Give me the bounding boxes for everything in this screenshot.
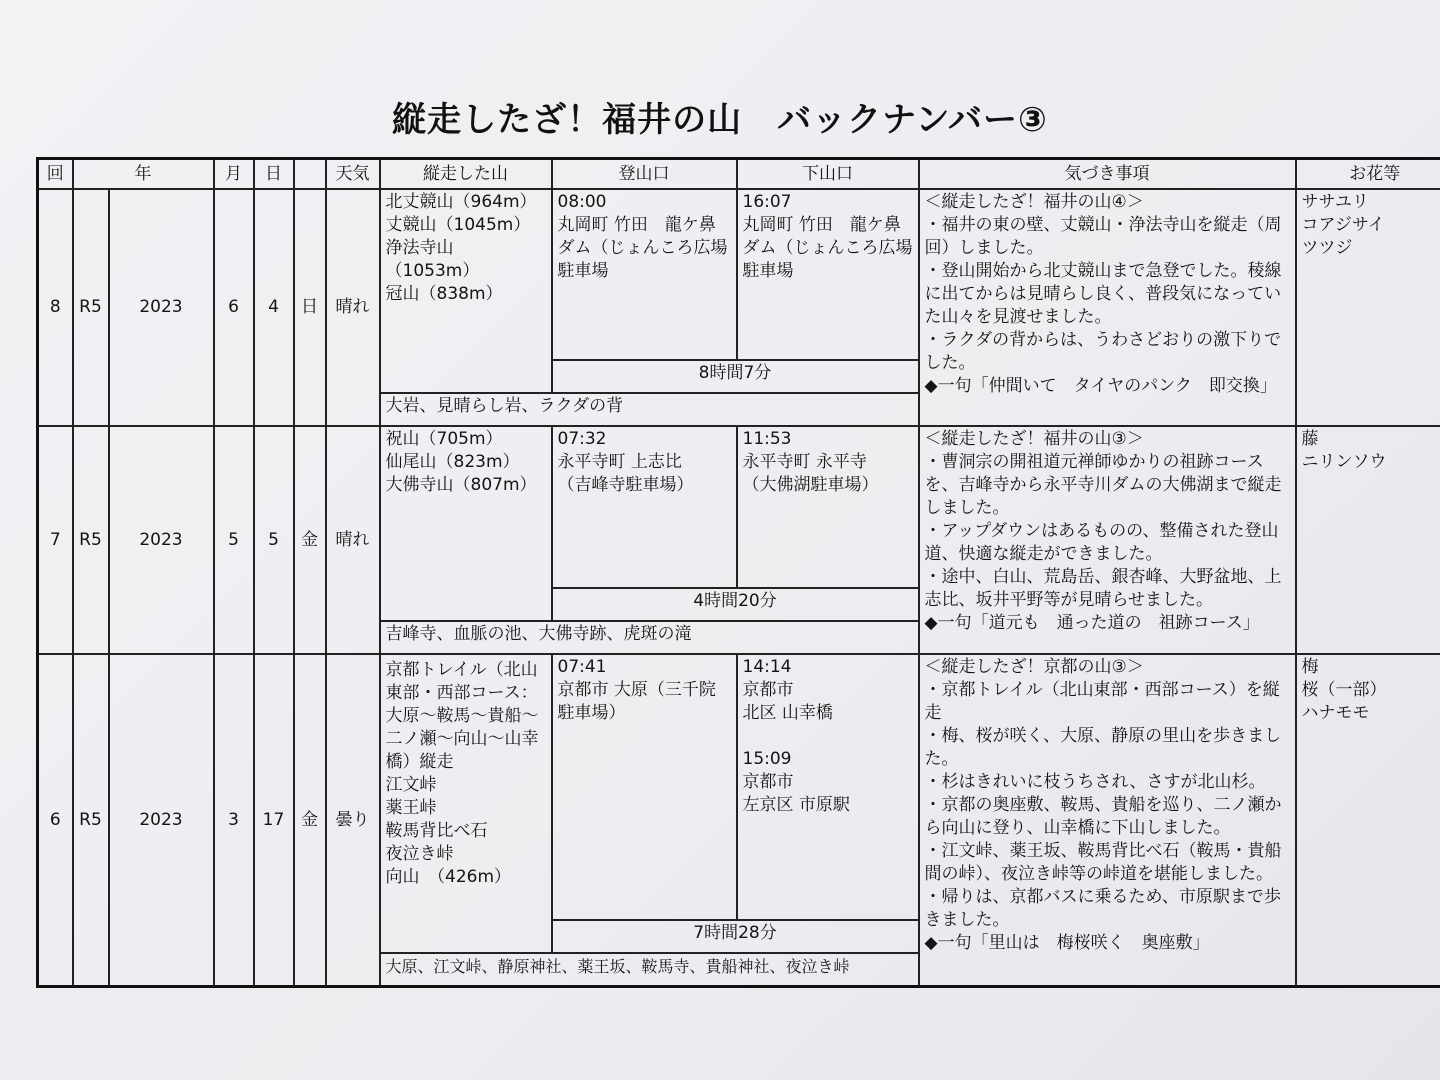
header-row [38, 159, 1440, 190]
note-line: ・京都の奥座敷、鞍馬、貴船を巡り、二ノ瀬から向山に登り、山幸橋に下山しました。 [924, 795, 1282, 838]
entry-weekday: 金 [294, 426, 326, 654]
entry-spots: 大岩、見晴らし岩、ラクダの背 [380, 393, 919, 426]
entry-weather: 晴れ [326, 426, 380, 654]
end-time: 14:14 [742, 657, 792, 677]
note-line: ・京都トレイル（北山東部・西部コース）を縦走 [924, 680, 1280, 723]
end-place-2: 京都市 左京区 市原駅 [742, 772, 850, 815]
entry-year: 2023 [109, 654, 214, 987]
start-time: 07:41 [557, 657, 607, 677]
haiku: ◆一句「仲間いて タイヤのパンク 即交換」 [924, 376, 1277, 396]
entry-flowers: ササユリ コアジサイ ツツジ [1296, 189, 1440, 426]
note-line: ・曹洞宗の開祖道元禅師ゆかりの祖跡コースを、吉峰寺から永平寺川ダムの大佛湖まで縦走しました。 [924, 452, 1282, 518]
entry-weather: 曇り [326, 654, 380, 987]
notes-title: ＜縦走したざ！福井の山④＞ [924, 192, 1144, 212]
end-place: 永平寺町 永平寺 （大佛湖駐車場） [742, 452, 879, 495]
notes-title: ＜縦走したざ！京都の山③＞ [924, 657, 1144, 677]
entry-no: 7 [38, 426, 73, 654]
end-place: 京都市 北区 山幸橋 [742, 680, 833, 723]
entry-start [552, 189, 737, 360]
entry-weekday: 金 [294, 654, 326, 987]
entry-end [737, 426, 919, 588]
entry-year: 2023 [109, 426, 214, 654]
end-time: 16:07 [742, 192, 792, 212]
header-start: 登山口 [552, 159, 737, 190]
entry-era: R5 [73, 426, 109, 654]
entry-start [552, 654, 737, 920]
note-line: ・途中、白山、荒島岳、銀杏峰、大野盆地、上志比、坂井平野等が見晴らせました。 [924, 567, 1282, 610]
header-flowers: お花等 [1296, 159, 1440, 190]
entry-duration: 4時間20分 [552, 588, 919, 621]
header-mountain: 縦走した山 [380, 159, 552, 190]
entry-flowers: 藤 ニリンソウ [1296, 426, 1440, 654]
entry-spots: 吉峰寺、血脈の池、大佛寺跡、虎斑の滝 [380, 621, 919, 654]
start-place: 永平寺町 上志比 （吉峰寺駐車場） [557, 452, 694, 495]
entry-month: 3 [214, 654, 254, 987]
start-place: 京都市 大原（三千院駐車場） [557, 680, 716, 723]
entry-notes [919, 654, 1296, 987]
header-year: 年 [73, 159, 214, 190]
note-line: ・杉はきれいに枝うちされ、さすが北山杉。 [924, 772, 1266, 792]
entry-day: 4 [254, 189, 294, 426]
entry-day: 5 [254, 426, 294, 654]
header-month: 月 [214, 159, 254, 190]
entry-duration: 8時間7分 [552, 360, 919, 393]
header-weather: 天気 [326, 159, 380, 190]
note-line: ・帰りは、京都バスに乗るため、市原駅まで歩きました。 [924, 887, 1281, 930]
start-time: 07:32 [557, 429, 607, 449]
header-no: 回 [38, 159, 73, 190]
entry-row [38, 189, 1440, 360]
hiking-log-table [36, 157, 1440, 988]
end-place: 丸岡町 竹田 龍ケ鼻ダム（じょんころ広場駐車場 [742, 215, 913, 281]
header-weekday [294, 159, 326, 190]
haiku: ◆一句「道元も 通った道の 祖跡コース」 [924, 613, 1260, 633]
haiku: ◆一句「里山は 梅桜咲く 奥座敷」 [924, 933, 1210, 953]
header-notes: 気づき事項 [919, 159, 1296, 190]
note-line: ・江文峠、薬王坂、鞍馬背比べ石（鞍馬・貴船間の峠）、夜泣き峠等の峠道を堪能しました。 [924, 841, 1282, 884]
entry-year: 2023 [109, 189, 214, 426]
entry-row [38, 426, 1440, 588]
header-end: 下山口 [737, 159, 919, 190]
note-line: ・福井の東の壁、丈競山・浄法寺山を縦走（周回）しました。 [924, 215, 1282, 258]
entry-month: 6 [214, 189, 254, 426]
entry-mountains: 北丈競山（964m） 丈競山（1045m） 浄法寺山（1053m） 冠山（838m） [380, 189, 552, 393]
page-title: 縦走したざ！福井の山 バックナンバー③ [392, 100, 1048, 140]
entry-month: 5 [214, 426, 254, 654]
entry-era: R5 [73, 189, 109, 426]
entry-weather: 晴れ [326, 189, 380, 426]
entry-flowers: 梅 桜（一部） ハナモモ [1296, 654, 1440, 987]
entry-spots: 大原、江文峠、静原神社、薬王坂、鞍馬寺、貴船神社、夜泣き峠 [380, 953, 919, 987]
note-line: ・ラクダの背からは、うわさどおりの激下りでした。 [924, 330, 1282, 373]
end-time-2: 15:09 [742, 749, 792, 769]
entry-era: R5 [73, 654, 109, 987]
entry-start [552, 426, 737, 588]
start-place: 丸岡町 竹田 龍ケ鼻ダム（じょんころ広場駐車場 [557, 215, 728, 281]
entry-day: 17 [254, 654, 294, 987]
note-line: ・登山開始から北丈競山まで急登でした。稜線に出てからは見晴らし良く、普段気になっていた山々を見渡せました。 [924, 261, 1282, 327]
notes-title: ＜縦走したざ！福井の山③＞ [924, 429, 1144, 449]
entry-end [737, 189, 919, 360]
note-line: ・梅、桜が咲く、大原、静原の里山を歩きました。 [924, 726, 1282, 769]
entry-notes [919, 189, 1296, 426]
spacer [743, 725, 913, 748]
start-time: 08:00 [557, 192, 607, 212]
entry-row [38, 654, 1440, 920]
entry-notes [919, 426, 1296, 654]
entry-mountains: 祝山（705m） 仙尾山（823m） 大佛寺山（807m） [380, 426, 552, 621]
end-time: 11:53 [742, 429, 792, 449]
entry-duration: 7時間28分 [552, 920, 919, 953]
entry-weekday: 日 [294, 189, 326, 426]
header-day: 日 [254, 159, 294, 190]
note-line: ・アップダウンはあるものの、整備された登山道、快適な縦走ができました。 [924, 521, 1279, 564]
entry-mountains: 京都トレイル（北山東部・西部コース：大原～鞍馬～貴船～二ノ瀬～向山～山幸橋）縦走 江文峠 薬王峠 鞍馬背比べ石 夜泣き峠 向山 （426m） [380, 654, 552, 953]
entry-no: 8 [38, 189, 73, 426]
entry-end [737, 654, 919, 920]
entry-no: 6 [38, 654, 73, 987]
